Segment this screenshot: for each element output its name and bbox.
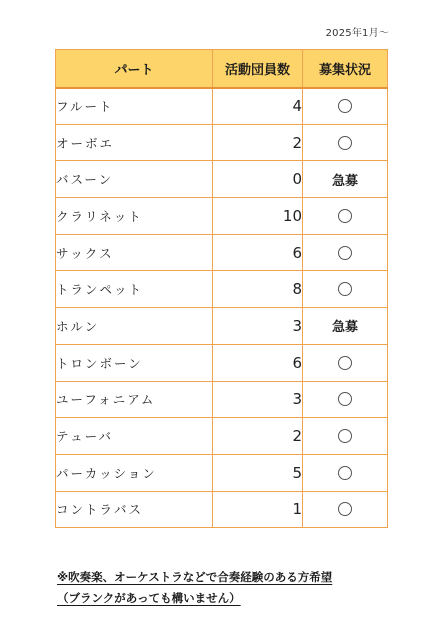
open-circle-icon	[338, 502, 352, 516]
member-count: 1	[213, 491, 303, 528]
open-circle-icon	[338, 392, 352, 406]
part-name: ユーフォニアム	[56, 381, 213, 418]
member-count: 0	[213, 161, 303, 198]
open-circle-icon	[338, 99, 352, 113]
table-row	[56, 88, 388, 125]
part-name: バスーン	[56, 161, 213, 198]
urgent-recruit-label: 急募	[303, 161, 388, 198]
note-line-2: （ブランクがあっても構いません）	[57, 591, 241, 605]
part-name: コントラバス	[56, 491, 213, 528]
date-label: 2025年1月～	[325, 28, 389, 39]
table-row	[56, 124, 388, 161]
table-body	[56, 88, 388, 528]
part-name: トロンボーン	[56, 344, 213, 381]
member-count: 5	[213, 454, 303, 491]
recruit-status	[303, 124, 388, 161]
table-row	[56, 161, 388, 198]
part-name: トランペット	[56, 271, 213, 308]
part-name: クラリネット	[56, 198, 213, 235]
member-count: 3	[213, 308, 303, 345]
urgent-recruit-label: 急募	[303, 308, 388, 345]
recruit-status	[303, 344, 388, 381]
open-circle-icon	[338, 356, 352, 370]
table-row	[56, 198, 388, 235]
part-name: テューバ	[56, 418, 213, 455]
table-row	[56, 308, 388, 345]
part-name: ホルン	[56, 308, 213, 345]
member-count: 2	[213, 418, 303, 455]
table-header-row	[56, 50, 388, 88]
part-name: パーカッション	[56, 454, 213, 491]
table-row	[56, 454, 388, 491]
recruitment-table	[55, 49, 388, 528]
table-row	[56, 491, 388, 528]
header-member-count: 活動団員数	[213, 50, 303, 88]
note-line-1: ※吹奏楽、オーケストラなどで合奏経験のある方希望	[57, 570, 333, 584]
member-count: 2	[213, 124, 303, 161]
recruit-status	[303, 234, 388, 271]
open-circle-icon	[338, 282, 352, 296]
table-row	[56, 344, 388, 381]
table-row	[56, 271, 388, 308]
header-recruit-status: 募集状況	[303, 50, 388, 88]
recruit-status	[303, 491, 388, 528]
recruit-status	[303, 381, 388, 418]
header-part: パート	[56, 50, 213, 88]
part-name: オーボエ	[56, 124, 213, 161]
table-row	[56, 234, 388, 271]
member-count: 8	[213, 271, 303, 308]
recruit-status	[303, 454, 388, 491]
recruit-status	[303, 418, 388, 455]
open-circle-icon	[338, 246, 352, 260]
open-circle-icon	[338, 136, 352, 150]
open-circle-icon	[338, 466, 352, 480]
recruit-status	[303, 88, 388, 125]
part-name: サックス	[56, 234, 213, 271]
member-count: 6	[213, 344, 303, 381]
table-row	[56, 418, 388, 455]
recruit-status	[303, 271, 388, 308]
recruit-status	[303, 198, 388, 235]
member-count: 10	[213, 198, 303, 235]
member-count: 3	[213, 381, 303, 418]
member-count: 4	[213, 88, 303, 125]
open-circle-icon	[338, 209, 352, 223]
member-count: 6	[213, 234, 303, 271]
part-name: フルート	[56, 88, 213, 125]
open-circle-icon	[338, 429, 352, 443]
table-row	[56, 381, 388, 418]
